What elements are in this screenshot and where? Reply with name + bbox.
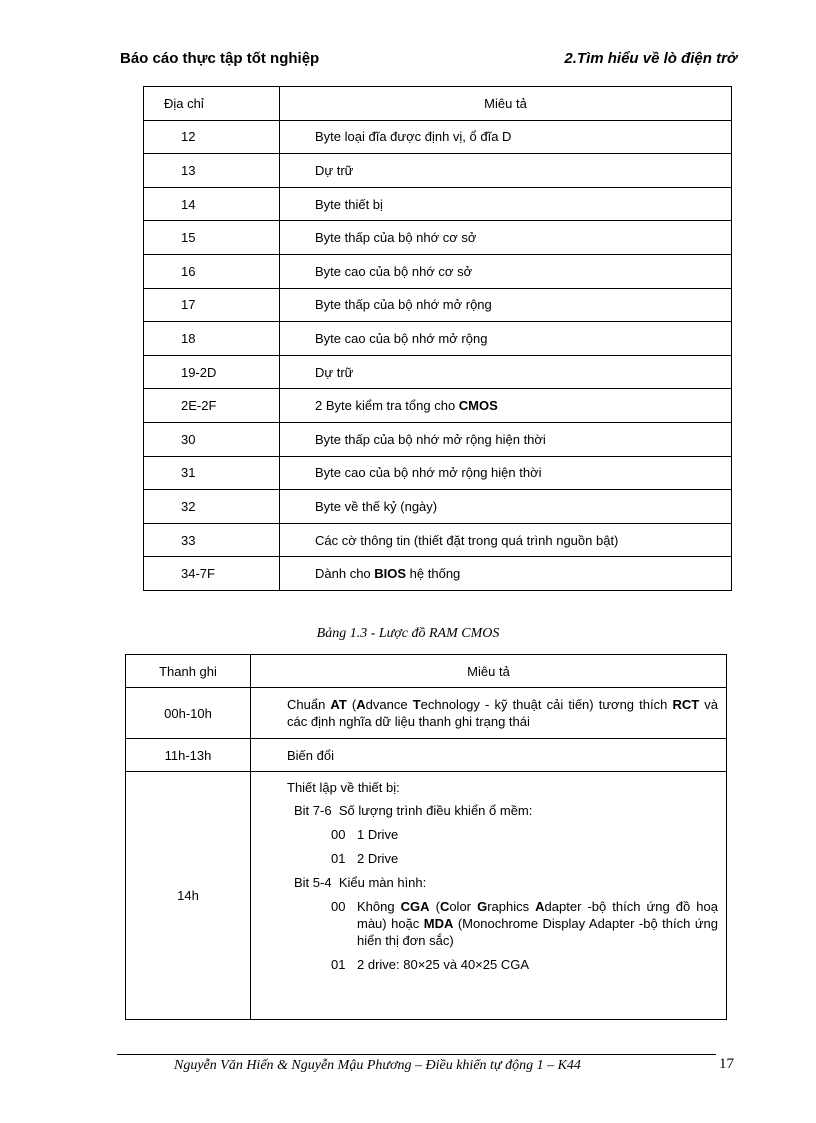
address-cell: 30 [144,422,280,456]
table-row [126,772,727,1020]
bold-text: AT [330,697,347,712]
table-row [144,355,732,389]
description-cell: Byte loại đĩa được định vị, ổ đĩa D [280,120,732,154]
bold-text: C [439,899,450,914]
address-cell: 17 [144,288,280,322]
option-code: 00 [331,827,346,842]
text-run: (Monochrome Display Adapter -bộ thích ứng hiển thị đơn sắc) [357,916,718,948]
address-cell: 34-7F [144,557,280,591]
option-line [331,826,718,843]
table-row [144,557,732,591]
register-table [125,654,727,1020]
option-line [331,898,718,949]
table-row [144,154,732,188]
table-row [126,739,727,772]
header-chapter-title: 2.Tìm hiểu về lò điện trở [564,50,737,67]
address-cell: 19-2D [144,355,280,389]
register-cell: 00h-10h [126,688,251,739]
description-cell: Dự trữ [280,355,732,389]
column-header-address: Địa chỉ [144,87,280,121]
bold-text: MDA [423,916,454,931]
description-cell: Biến đổi [251,739,727,772]
table-row [144,523,732,557]
column-header-description: Miêu tả [280,87,732,121]
text-run: echnology - kỹ thuật cải tiến) tương thích [420,697,673,712]
description-cell: Byte cao của bộ nhớ cơ sở [280,254,732,288]
option-line [331,956,718,973]
address-cell: 14 [144,187,280,221]
footer-authors: Nguyễn Văn Hiến & Nguyễn Mậu Phương – Điều khiển tự động 1 – K44 [174,1058,581,1073]
description-cell: Byte thấp của bộ nhớ mở rộng [280,288,732,322]
text-run: ( [346,697,357,712]
column-header-register: Thanh ghi [126,655,251,688]
address-cell: 2E-2F [144,389,280,423]
option-code: 01 [331,957,346,972]
bold-text: A [356,697,366,712]
bit-label: Bit 5-4 [294,875,332,890]
text-run: và các định nghĩa dữ liệu thanh ghi trạng thái [287,697,718,729]
text-run: hệ thống [406,566,461,582]
table-row [144,288,732,322]
address-cell: 18 [144,322,280,356]
option-code: 01 [331,851,346,866]
text-run: raphics [487,899,536,914]
text-run: Dành cho [315,566,375,582]
setup-heading: Thiết lập về thiết bị: [287,780,400,795]
table-row [144,120,732,154]
address-cell: 33 [144,523,280,557]
bold-text: RCT [672,697,700,712]
bit-label: Bit 7-6 [294,803,332,818]
register-cell: 11h-13h [126,739,251,772]
bit-5-4-line [294,874,718,891]
bold-text: CMOS [458,398,498,414]
table-row [144,490,732,524]
address-cell: 15 [144,221,280,255]
bold-text: T [412,697,421,712]
bit-7-6-line [294,802,718,819]
bit-description: Số lượng trình điều khiển ổ mềm: [338,803,533,818]
option-text [357,898,718,949]
column-header-description: Miêu tả [251,655,727,688]
table-row [126,688,727,739]
table-row [144,221,732,255]
description-cell [280,389,732,423]
text-run: dvance [365,697,413,712]
bold-text: G [477,899,488,914]
description-cell [251,772,727,1020]
description-cell: Dự trữ [280,154,732,188]
description-cell: Byte thiết bị [280,187,732,221]
option-line [331,850,718,867]
text-run: ( [429,899,440,914]
bold-text: CGA [400,899,430,914]
text-run: Chuẩn [287,697,331,712]
description-cell: Các cờ thông tin (thiết đặt trong quá trình nguồn bật) [280,523,732,557]
register-cell: 14h [126,772,251,1020]
text-run: 2 Byte kiểm tra tổng cho [315,398,459,414]
table-row [144,422,732,456]
address-cell: 12 [144,120,280,154]
description-cell: Byte về thế kỷ (ngày) [280,490,732,524]
option-text: 2 drive: 80×25 và 40×25 CGA [357,957,530,972]
address-cell: 13 [144,154,280,188]
table-row [144,456,732,490]
table-caption: Bảng 1.3 - Lược đồ RAM CMOS [316,626,500,641]
description-cell [251,688,727,739]
table-header-row [144,87,732,121]
option-text: 2 Drive [357,851,399,866]
table-row [144,254,732,288]
option-code: 00 [331,899,346,914]
description-cell: Byte thấp của bộ nhớ mở rộng hiện thời [280,422,732,456]
footer-rule [117,1054,716,1055]
text-run: Không [357,899,401,914]
bit-description: Kiểu màn hình: [338,875,427,890]
description-cell [280,557,732,591]
cmos-address-table [143,86,732,591]
text-run: dapter -bộ thích ứng đồ hoạ màu) hoặc [357,899,718,931]
page-number: 17 [719,1056,734,1072]
bold-text: A [535,899,545,914]
text-run: olor [449,899,478,914]
bold-text: BIOS [374,566,407,582]
header-report-title: Báo cáo thực tập tốt nghiệp [120,50,320,67]
address-cell: 16 [144,254,280,288]
address-cell: 31 [144,456,280,490]
description-cell: Byte thấp của bộ nhớ cơ sở [280,221,732,255]
table-row [144,322,732,356]
description-cell: Byte cao của bộ nhớ mở rộng [280,322,732,356]
table-header-row [126,655,727,688]
table-row [144,389,732,423]
description-cell: Byte cao của bộ nhớ mở rộng hiện thời [280,456,732,490]
table-row [144,187,732,221]
option-text: 1 Drive [357,827,399,842]
address-cell: 32 [144,490,280,524]
